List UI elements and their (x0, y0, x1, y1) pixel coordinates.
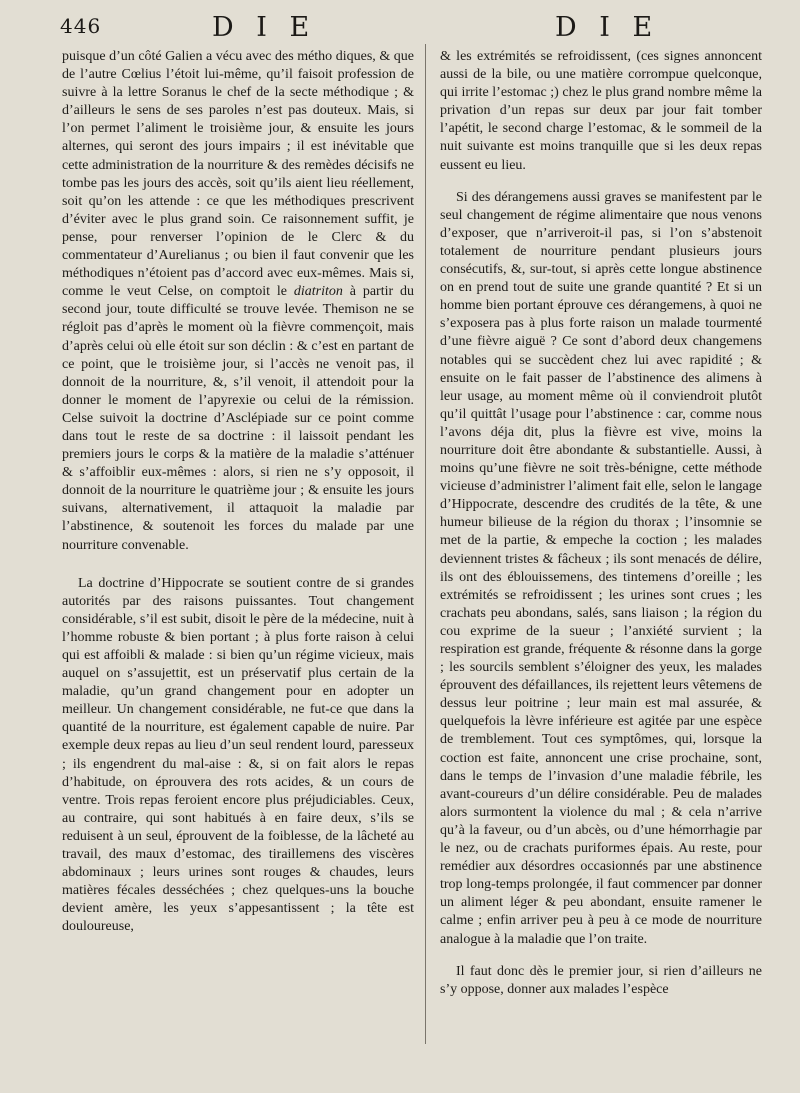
right-column (440, 48, 762, 999)
paragraph-text: puisque d’un côté Galien a vécu avec des métho diques, & que de l’autre Cœlius l’étoit lui-même, qu’il faisoit profession de suivre à la lettre Soranus le chef de la secte méthodique ; & d’ailleurs le sens de ses paroles n’est pas douteux. Mais, si l’on permet l’aliment le troisième jour, & ensuite les jours alternes, qui seront des jours impairs ; il est inévitable que cette administration de la nourriture & des remèdes décisifs ne tombe pas les jours des accès, soit qu’ils aient lieu réellement, soit qu’on les attende : ce que les méthodiques prescrivent d’éviter avec le plus grand soin. Ce raisonnement suffit, je pense, pour renverser l’opinion de le Clerc & du commentateur d’Aurelianus ; ou bien il faut convenir que les méthodiques n’étoient pas d’accord avec eux-mêmes. Mais si, comme le veut Celse, on comptoit le (62, 49, 414, 300)
left-column (62, 48, 414, 937)
column-divider (425, 44, 426, 1044)
running-head-right: D I E (555, 12, 660, 43)
italic-term: diatriton (293, 284, 343, 300)
paragraph-right-1: & les extrémités se refroidissent, (ces signes annoncent aussi de la bile, ou une matière corrompue quelconque, qui irrite l’estomac ;) chez le plus grand nombre même la privation d’un repas sur deux par jour fait tomber l’apétit, le second charge l’estomac, & le sommeil de la nuit suivante est moins tranquille que si les deux repas eussent eu lieu. (440, 49, 762, 173)
paragraph-right-2: Si des dérangemens aussi graves se manifestent par le seul changement de régime alimentaire que nous venons d’exposer, que n’arriveroit-il pas, si l’on s’abstenoit totalement de nourriture pendant plusieurs jours consécutifs, &, sur-tout, si après cette longue abstinence on en prend tout de suite une grande quantité ? Et si un homme bien portant éprouve ces dérangemens, à quoi ne s’exposera pas à plus forte raison un malade tourmenté d’une fièvre aiguë ? Ce sont d’abord deux changemens notables qui se succèdent chez lui avec rapidité ; & ensuite on le fait passer de l’abstinence des alimens à leur usage, au moment même où il conviendroit plutôt qu’il quittât l’usage pour l’abstinence : car, comme nous l’avons déja dit, plus la fièvre est vive, moins la nourriture doit être abondante & substantielle. Aussi, à moins qu’une fièvre ne soit très-bénigne, cette méthode vicieuse d’administrer l’aliment fait elle, selon le langage d’Hippocrate, descendre des crudités de la tête, & une humeur bilieuse de la région du thorax ; l’insomnie se met de la partie, & empeche la coction ; les malades deviennent tristes & fâcheux ; ils sont menacés de délire, ils ont des éblouissemens, des tintemens d’oreille ; les extrémités se refroidissent ; les urines sont crues ; les crachats peu abondans, salés, sans liaison ; la région du cou exprime de la sueur ; l’anxiété survient ; la respiration est grande, fréquente & résonne dans la gorge ; les sourcils semblent s’éloigner des yeux, les malades éprouvent des défaillances, ils rejettent leurs vêtemens de dessus leur poitrine ; leur main est mal assurée, & quelquefois la lèvre inférieure est agitée par une espèce de tremblement. Tout ces symptômes, qui, lorsque la coction est faite, annoncent une crise prochaine, sont, dans le temps de l’invasion d’une maladie fébrile, les avant-coureurs d’un délire considérable. Peu de malades alors surmontent la violence du mal ; & cela n’arrive qu’à la faveur, ou d’un abcès, ou d’une hémorrhagie par le nez, ou de crachats puriformes épais. Au reste, pour remédier aux désordres occasionnés par une abstinence trop long-temps prolongée, il faut commencer par donner un aliment léger & peu abondant, ensuite ramener le calme ; enfin arriver peu à peu à ce mode de nourriture analogue à la maladie que l’on traite. (440, 189, 762, 947)
paragraph-left-2: La doctrine d’Hippocrate se soutient contre de si grandes autorités par des raisons puissantes. Tout changement considérable, s’il est subit, disoit le père de la médecine, nuit à l’homme robuste & bien portant ; à plus forte raison à celui qui est affoibli & malade : si bien qu’un régime vicieux, mais auquel on s’assujettit, est un préservatif plus certain de la maladie, qu’un grand changement pour en adopter un meilleur. Un changement considérable, ne fut-ce que dans la quantité de la nourriture, est également capable de nuire. Par exemple deux repas au lieu d’un seul rendent lourd, paresseux ; ils engendrent du mal-aise : &, si on fait alors le repas d’habitude, on éprouvera des rots acides, & un cours de ventre. Trois repas feroient encore plus préjudiciables. Ceux, au contraire, qui sont habitués à en faire deux, s’ils se reduisent à un seul, éprouvent de la foiblesse, de la lâcheté au travail, des maux d’estomac, des tiraillemens des viscères abdominaux ; leurs urines sont rouges & chaudes, leurs matières fécales desséchées ; chez quelques-uns la bouche devient amère, les yeux s’appesantissent ; la tête est douloureuse, (62, 575, 414, 935)
page-number: 446 (60, 14, 102, 38)
paragraph-right-3: Il faut donc dès le premier jour, si rien d’ailleurs ne s’y oppose, donner aux malades l’espèce (440, 963, 762, 997)
running-head-left: D I E (212, 12, 317, 43)
paragraph-text: à partir du second jour, toute difficulté se trouve levée. Themison ne se régloit pas d’après le moment où la fièvre commençoit, mais d’après celui où elle étoit sur son déclin : & c’est en partant de ce point, que le troisième jour, si l’accès ne venoit pas, il donnoit de la nourriture, &, s’il venoit, il attendoit pour la donner le moment de l’apyrexie ou celui de la rémission. Celse suivoit la doctrine d’Asclépiade sur ce point comme dans tout le reste de sa doctrine : il laissoit pendant les premiers jours le corps & la matière de la maladie s’atténuer & s’affoiblir eux-mêmes : alors, si rien ne s’y opposoit, il donnoit de la nourriture le quatrième jour ; & ensuite les jours suivans, alternativement, il attaquoit la maladie par l’abstinence, & soutenoit les forces du malade par une nourriture convenable. (62, 284, 415, 553)
paragraph-left-1 (62, 48, 414, 555)
